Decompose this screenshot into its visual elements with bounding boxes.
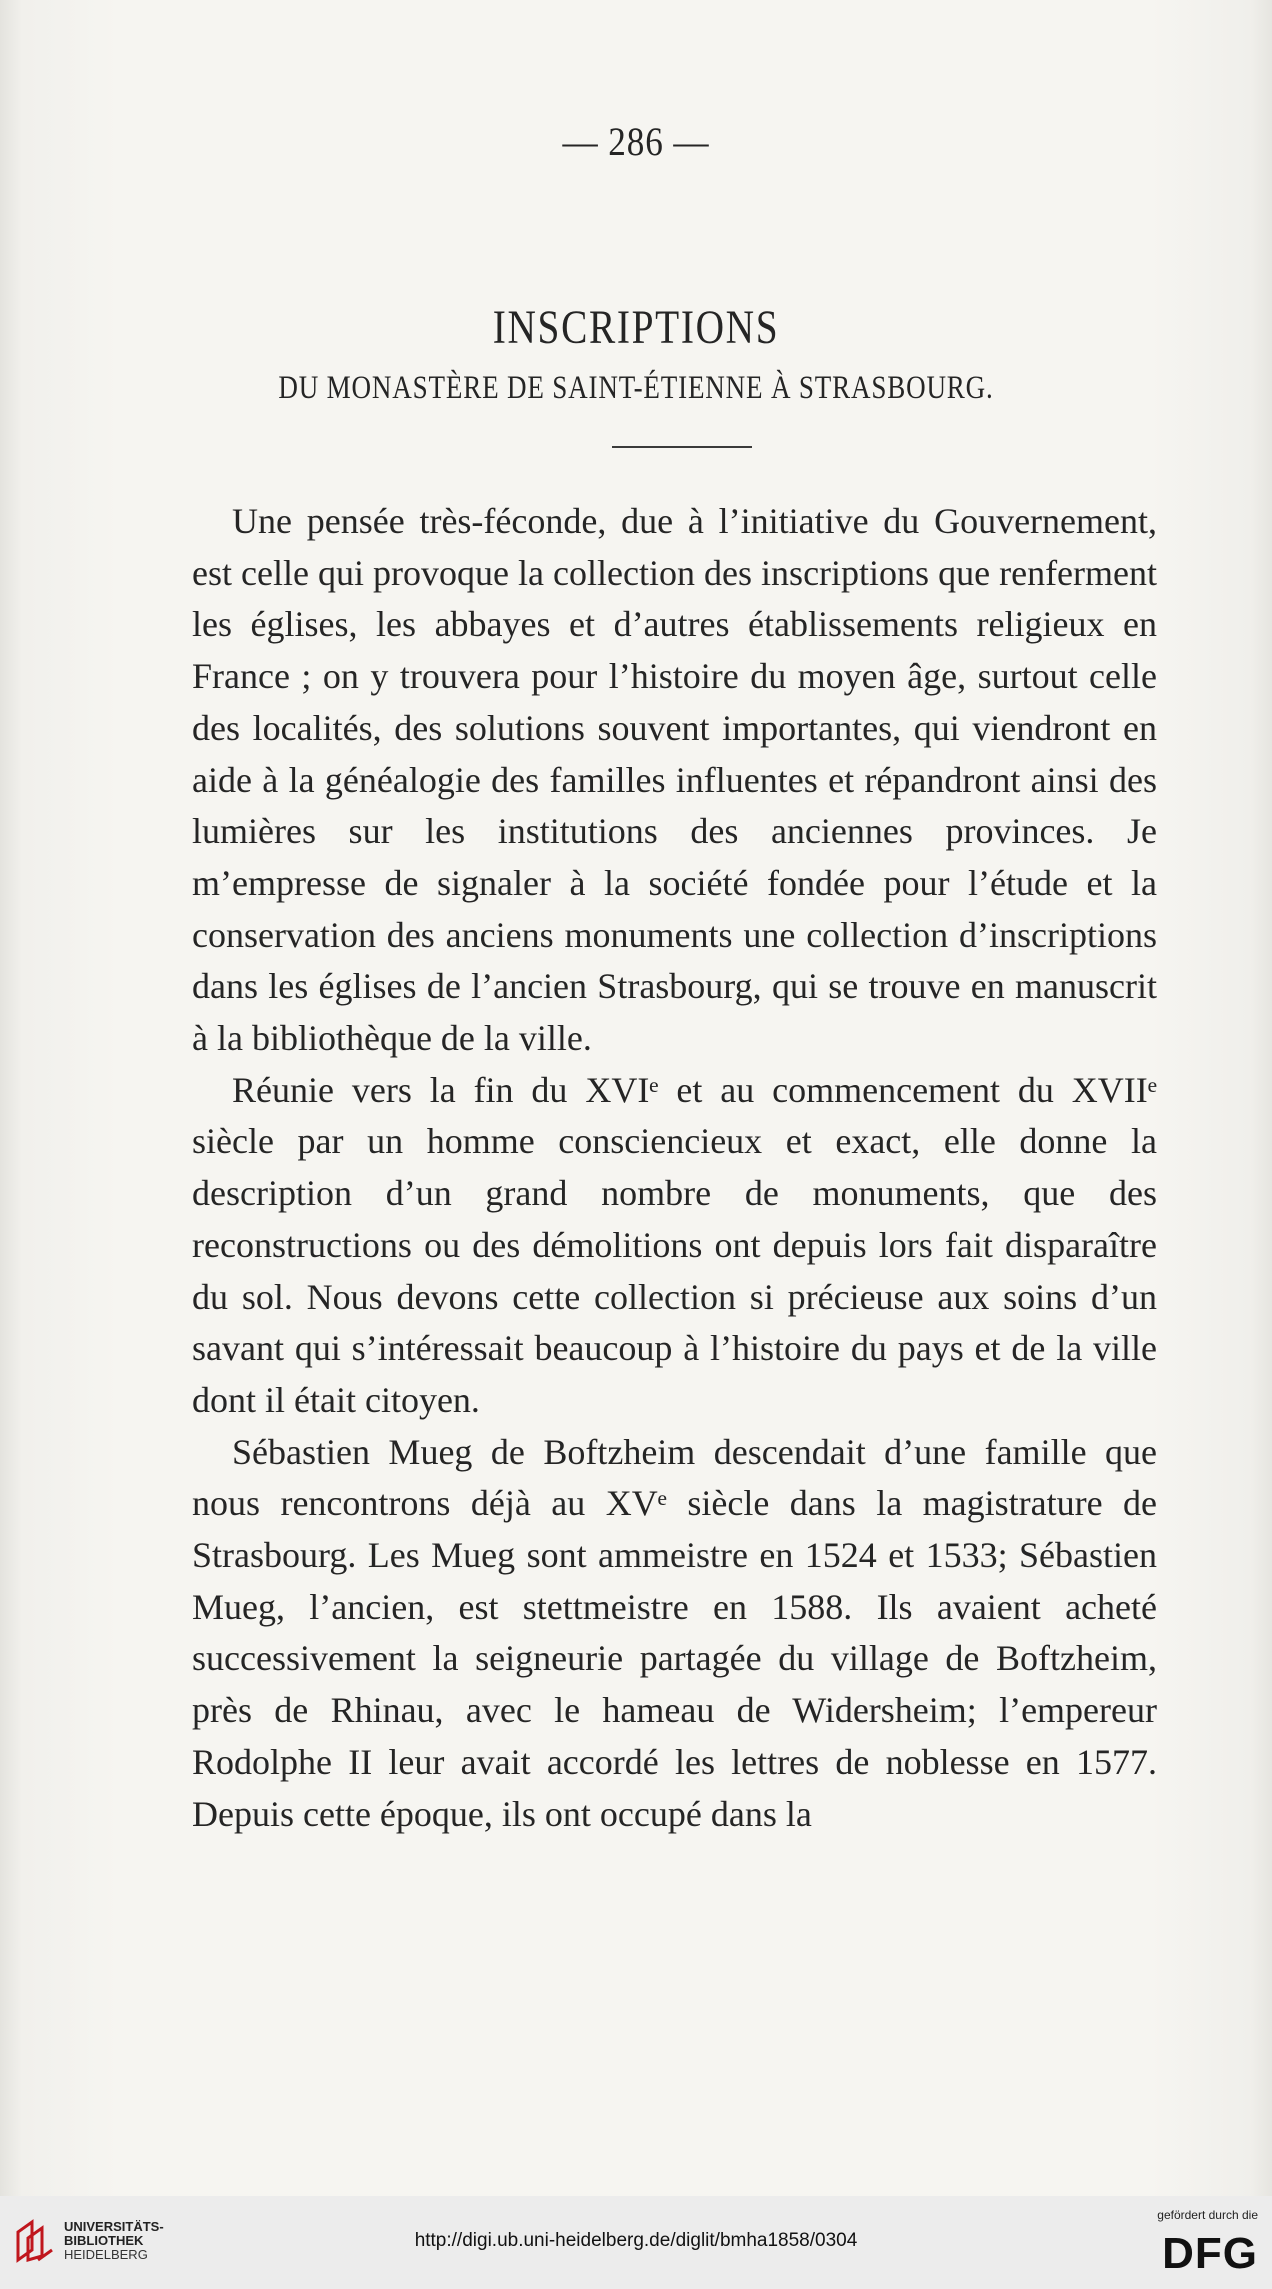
page-subtitle: DU MONASTÈRE DE SAINT-ÉTIENNE À STRASBOURG.: [278, 370, 994, 406]
footer-bar: [0, 2196, 1272, 2289]
paragraph-1: Une pensée très-féconde, due à l’initiative du Gouvernement, est celle qui provoque la collection des inscriptions que renferment les églises, les abbayes et d’autres établissements religieux en France ; on y trouvera pour l’histoire du moyen âge, surtout celle des localités, des solutions souvent importantes, qui viendront en aide à la généalogie des familles influentes et répandront ainsi des lumières sur les institutions des anciennes provinces. Je m’empresse de signaler à la société fondée pour l’étude et la conservation des anciens monuments une collection d’inscriptions dans les églises de l’ancien Strasbourg, qui se trouve en manuscrit à la bibliothèque de la ville.: [192, 501, 1157, 1059]
dfg-logo: DFG: [1162, 2229, 1258, 2278]
body-text: [192, 496, 1157, 1840]
page-title: INSCRIPTIONS: [492, 301, 780, 354]
title-divider: [612, 446, 752, 448]
page-number: — 286 —: [562, 119, 710, 164]
library-name-line: UNIVERSITÄTS-: [64, 2219, 164, 2234]
funder-note: gefördert durch die: [1157, 2208, 1258, 2222]
paragraph-3: Sébastien Mueg de Boftzheim descendait d’une famille que nous rencontrons déjà au XVᵉ siècle dans la magistrature de Strasbourg. Les Mueg sont ammeistre en 1524 et 1533; Sébastien Mueg, l’ancien, est stettmeistre en 1588. Ils avaient acheté successivement la seigneurie partagée du village de Boftzheim, près de Rhinau, avec le hameau de Widersheim; l’empereur Rodolphe II leur avait accordé les lettres de noblesse en 1577. Depuis cette époque, ils ont occupé dans la: [192, 1431, 1157, 1834]
library-name-line: BIBLIOTHEK: [64, 2233, 144, 2248]
library-name-line: HEIDELBERG: [64, 2247, 148, 2262]
paragraph-2: Réunie vers la fin du XVIᵉ et au commencement du XVIIᵉ siècle par un homme consciencieux et exact, elle donne la description d’un grand nombre de monuments, que des reconstructions ou des démolitions ont depuis lors fait disparaître du sol. Nous devons cette collection si précieuse aux soins d’un savant qui s’intéressait beaucoup à l’histoire du pays et de la ville dont il était citoyen.: [192, 1069, 1157, 1420]
permalink-url[interactable]: http://digi.ub.uni-heidelberg.de/diglit/bmha1858/0304: [414, 2230, 858, 2251]
